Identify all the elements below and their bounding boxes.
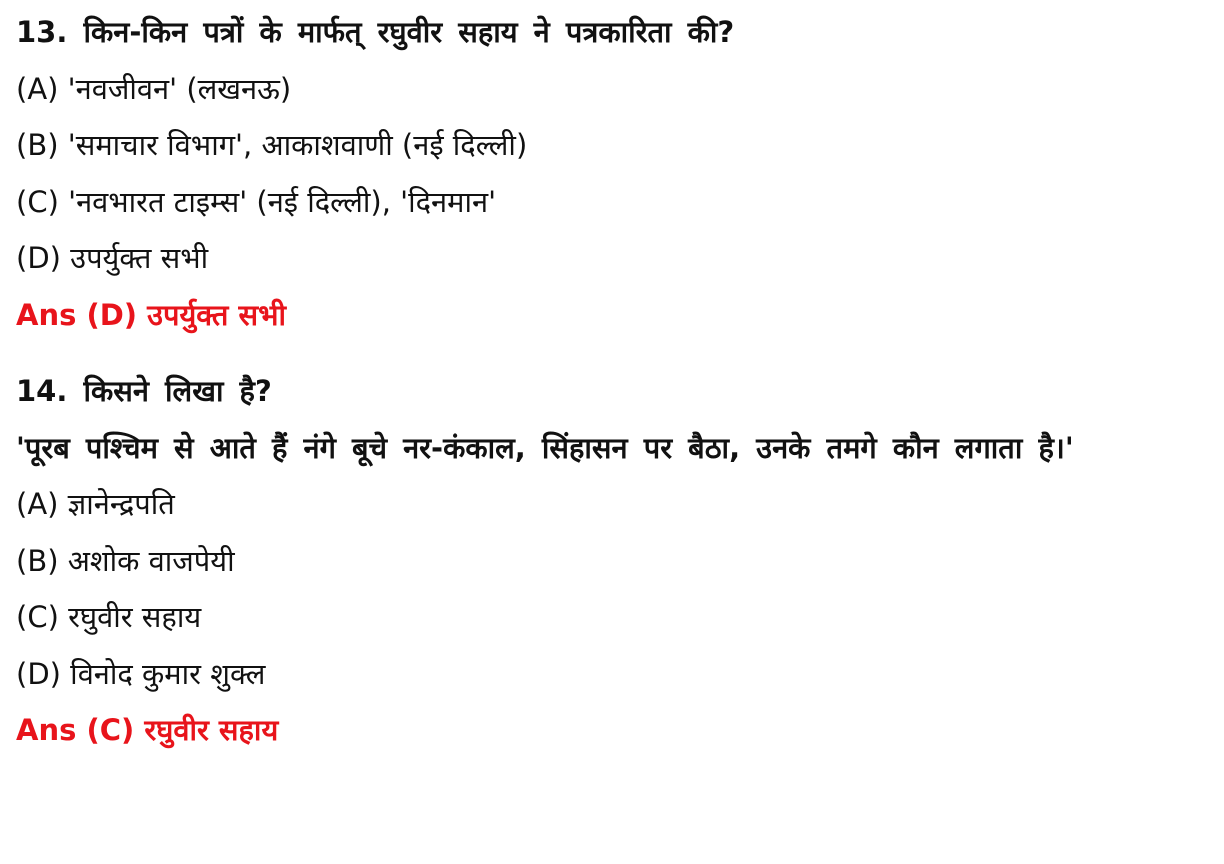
question-separator bbox=[16, 353, 1208, 373]
question-14-option-b: (B) अशोक वाजपेयी bbox=[16, 543, 235, 578]
question-13-answer: Ans (D) उपर्युक्त सभी bbox=[16, 297, 286, 332]
question-14-answer: Ans (C) रघुवीर सहाय bbox=[16, 713, 279, 747]
question-14-option-c: (C) रघुवीर सहाय bbox=[16, 600, 202, 634]
question-13-option-b: (B) 'समाचार विभाग', आकाशवाणी (नई दिल्ली) bbox=[16, 128, 528, 162]
quiz-document bbox=[16, 14, 1208, 769]
question-13-option-d: (D) उपर्युक्त सभी bbox=[16, 241, 209, 275]
question-13-option-c: (C) 'नवभारत टाइम्स' (नई दिल्ली), 'दिनमान' bbox=[16, 184, 497, 219]
question-14-title: 14. किसने लिखा है? bbox=[16, 374, 272, 408]
question-14-quote: 'पूरब पश्चिम से आते हैं नंगे बूचे नर-कंकाल, सिंहासन पर बैठा, उनके तमगे कौन लगाता है।' bbox=[16, 430, 1074, 465]
question-14-option-d: (D) विनोद कुमार शुक्ल bbox=[16, 656, 266, 691]
question-13-title: 13. किन-किन पत्रों के मार्फत् रघुवीर सहाय ने पत्रकारिता की? bbox=[16, 15, 735, 49]
question-14-option-a: (A) ज्ञानेन्द्रपति bbox=[16, 487, 175, 521]
question-13-option-a: (A) 'नवजीवन' (लखनऊ) bbox=[16, 71, 292, 106]
